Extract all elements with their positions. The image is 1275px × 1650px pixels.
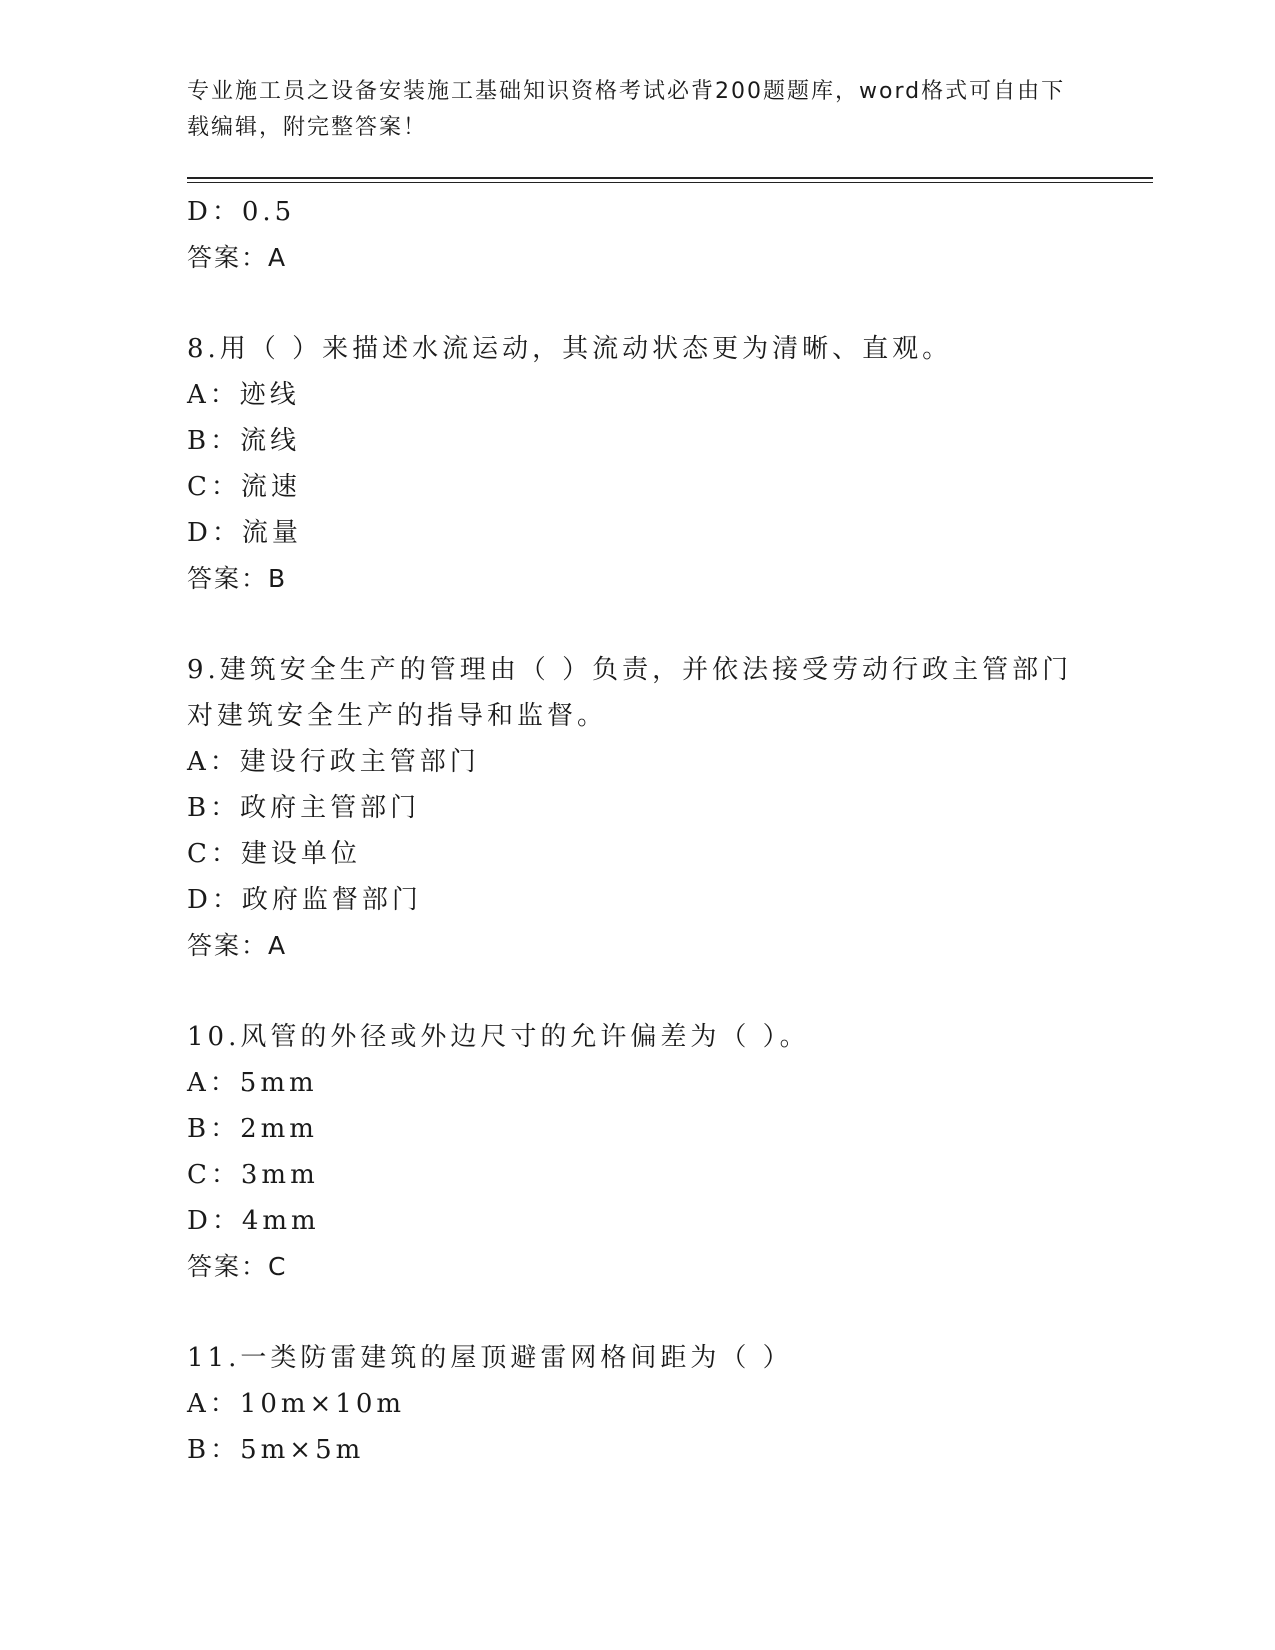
option-d: D：0.5 xyxy=(187,197,296,227)
document-body xyxy=(187,189,1087,1473)
question-11 xyxy=(187,1335,1087,1473)
header-rule-thin xyxy=(187,182,1153,183)
answer-line: 答案：A xyxy=(187,243,288,272)
option-a: A：5mm xyxy=(187,1068,318,1098)
option-a: A：10m×10m xyxy=(187,1389,406,1419)
option-c: C：3mm xyxy=(187,1160,319,1190)
option-a: A：迹线 xyxy=(187,380,300,410)
answer-line: 答案：A xyxy=(187,931,288,960)
question-text: 10.风管的外径或外边尺寸的允许偏差为（ ）。 xyxy=(187,1022,810,1052)
option-d: D：政府监督部门 xyxy=(187,885,422,915)
option-d: D：流量 xyxy=(187,518,302,548)
question-text: 9.建筑安全生产的管理由（ ）负责，并依法接受劳动行政主管部门对建筑安全生产的指导和监督。 xyxy=(187,655,1073,731)
option-c: C：流速 xyxy=(187,472,301,502)
question-text: 8.用（ ）来描述水流运动，其流动状态更为清晰、直观。 xyxy=(187,334,953,364)
option-d: D：4mm xyxy=(187,1206,320,1236)
option-b: B：流线 xyxy=(187,426,301,456)
document-header: 专业施工员之设备安装施工基础知识资格考试必背200题题库，word格式可自由下载编辑，附完整答案！ xyxy=(187,79,1066,140)
option-b: B：2mm xyxy=(187,1114,318,1144)
header-rule-thick xyxy=(187,177,1153,179)
option-a: A：建设行政主管部门 xyxy=(187,747,480,777)
option-c: C：建设单位 xyxy=(187,839,361,869)
option-b: B：政府主管部门 xyxy=(187,793,421,823)
answer-line: 答案：C xyxy=(187,1252,288,1281)
question-10 xyxy=(187,1014,1087,1290)
question-text: 11.一类防雷建筑的屋顶避雷网格间距为（ ） xyxy=(187,1343,793,1373)
question-9 xyxy=(187,647,1087,969)
option-b: B：5m×5m xyxy=(187,1435,365,1465)
question-8 xyxy=(187,326,1087,602)
answer-line: 答案：B xyxy=(187,564,288,593)
